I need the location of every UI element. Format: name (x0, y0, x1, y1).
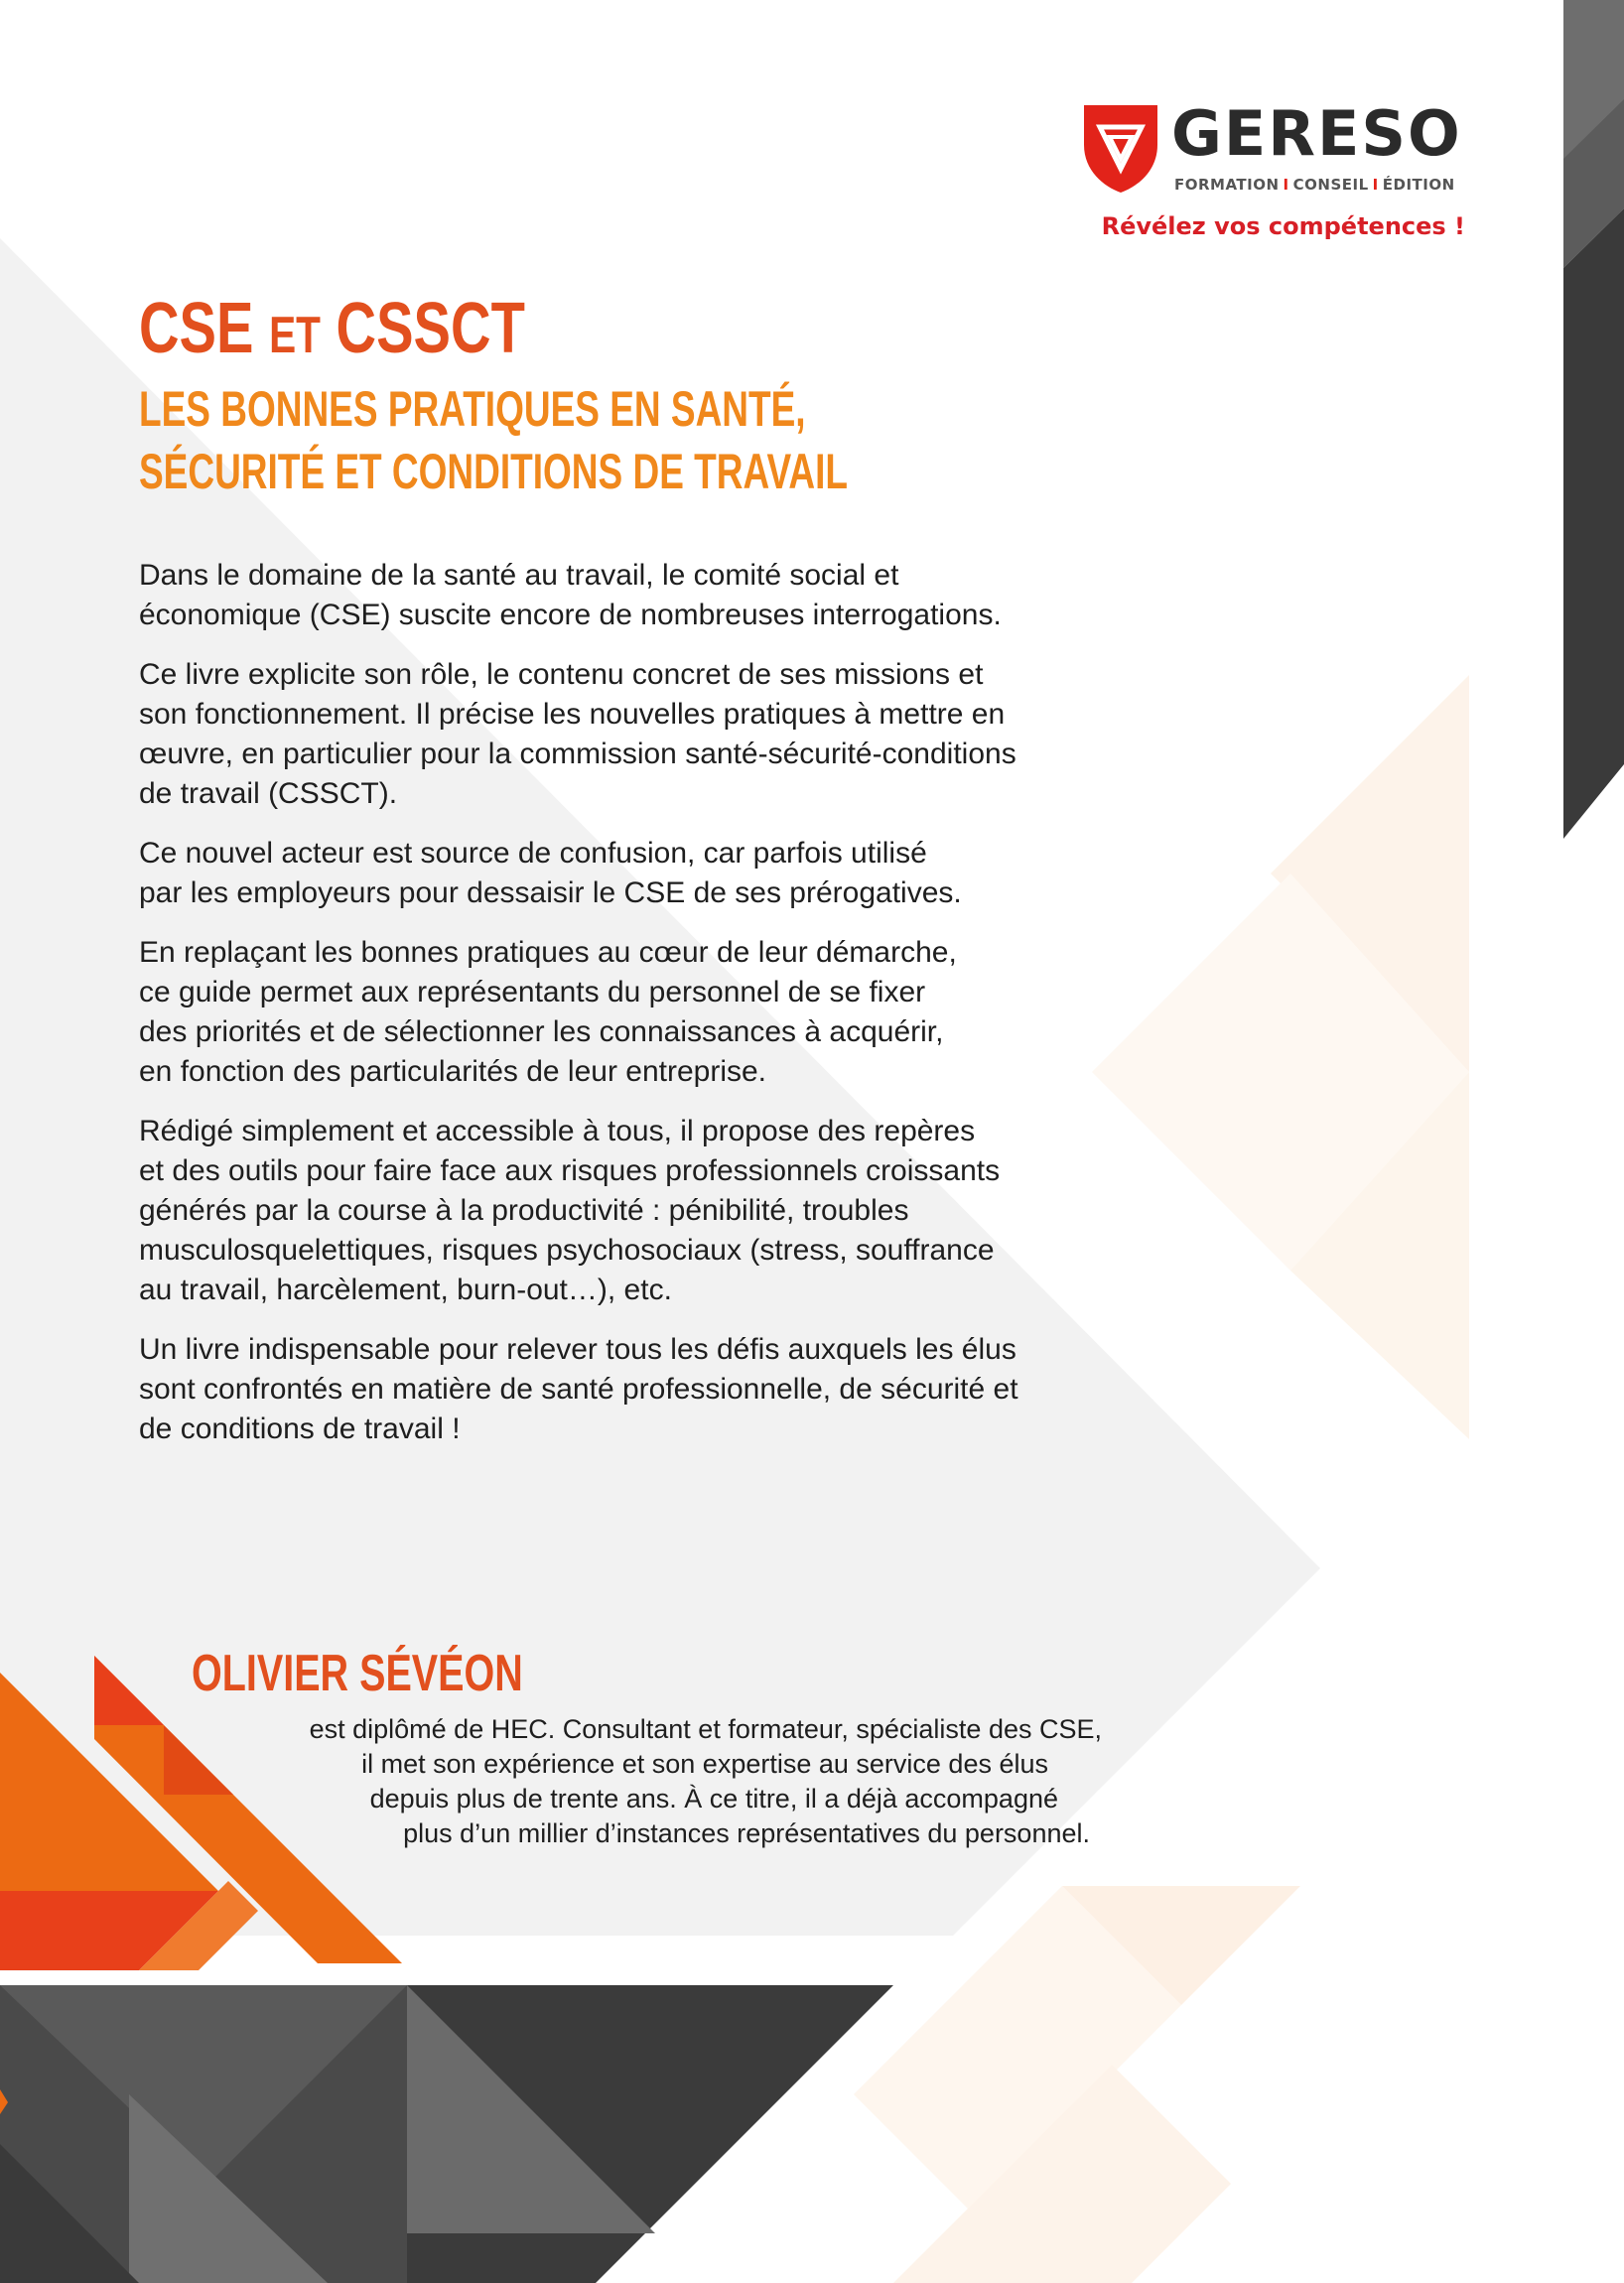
right-dark-triangle (1563, 208, 1624, 839)
subtitle-line-1: LES BONNES PRATIQUES EN SANTÉ, (139, 381, 806, 437)
text-line: par les employeurs pour dessaisir le CSE de ses prérogatives. (139, 876, 962, 909)
book-title (139, 289, 836, 368)
brand-name: GERESO (1171, 97, 1462, 170)
text-line: ce guide permet aux représentants du personnel de se fixer (139, 976, 926, 1008)
text-line: de travail (CSSCT). (139, 777, 398, 810)
text-line: et des outils pour faire face aux risques professionnels croissants (139, 1154, 1001, 1187)
text-line: en fonction des particularités de leur entreprise. (139, 1055, 767, 1088)
brand-subtitle-formation: FORMATION (1174, 176, 1280, 194)
paragraph (139, 834, 1142, 913)
paragraph (139, 655, 1142, 814)
title-word-et: ET (269, 307, 321, 364)
text-line: de conditions de travail ! (139, 1412, 461, 1445)
bio-line: depuis plus de trente ans. À ce titre, il a déjà accompagné (369, 1784, 1058, 1813)
text-line: son fonctionnement. Il précise les nouvelles pratiques à mettre en (139, 698, 1006, 731)
paragraph (139, 933, 1142, 1092)
subtitle-line-2: SÉCURITÉ ET CONDITIONS DE TRAVAIL (139, 443, 848, 499)
text-line: au travail, harcèlement, burn-out…), etc. (139, 1274, 672, 1306)
text-line: œuvre, en particulier pour la commission santé-sécurité-conditions (139, 738, 1016, 770)
description-body (139, 556, 1142, 1469)
brand-subtitle-conseil: CONSEIL (1292, 176, 1369, 194)
text-line: En replaçant les bonnes pratiques au cœur de leur démarche, (139, 936, 957, 969)
brand-tagline: Révélez vos compétences ! (1101, 212, 1465, 240)
text-line: Ce nouvel acteur est source de confusion, car parfois utilisé (139, 837, 927, 870)
text-line: musculosquelettiques, risques psychosociaux (stress, souffrance (139, 1234, 995, 1267)
title-word-cse: CSE (139, 289, 254, 368)
text-line: Ce livre explicite son rôle, le contenu concret de ses missions et (139, 658, 984, 691)
title-word-cssct: CSSCT (336, 289, 525, 368)
text-line: économique (CSE) suscite encore de nombreuses interrogations. (139, 599, 1002, 631)
author-bio (0, 1712, 1102, 1851)
title-block (139, 289, 1032, 502)
author-name: OLIVIER SÉVÉON (192, 1645, 523, 1702)
brand-subtitle: FORMATION I CONSEIL I ÉDITION (1174, 176, 1455, 194)
paragraph (139, 1112, 1142, 1310)
text-line: Dans le domaine de la santé au travail, le comité social et (139, 559, 899, 592)
text-line: des priorités et de sélectionner les connaissances à acquérir, (139, 1015, 944, 1048)
brand-subtitle-edition: ÉDITION (1382, 176, 1455, 194)
paragraph (139, 1330, 1142, 1449)
text-line: Rédigé simplement et accessible à tous, il propose des repères (139, 1115, 976, 1147)
bio-line: il met son expérience et son expertise au service des élus (361, 1749, 1048, 1779)
bio-line: est diplômé de HEC. Consultant et formateur, spécialiste des CSE, (309, 1714, 1102, 1744)
text-line: Un livre indispensable pour relever tous les défis auxquels les élus (139, 1333, 1016, 1366)
text-line: sont confrontés en matière de santé professionnelle, de sécurité et (139, 1373, 1018, 1406)
shield-logo-icon (1080, 99, 1161, 195)
text-line: générés par la course à la productivité : pénibilité, troubles (139, 1194, 909, 1227)
brand-logo (1080, 99, 1467, 248)
bio-line: plus d’un millier d’instances représentatives du personnel. (403, 1818, 1090, 1848)
paragraph (139, 556, 1142, 635)
book-subtitle (139, 378, 848, 502)
